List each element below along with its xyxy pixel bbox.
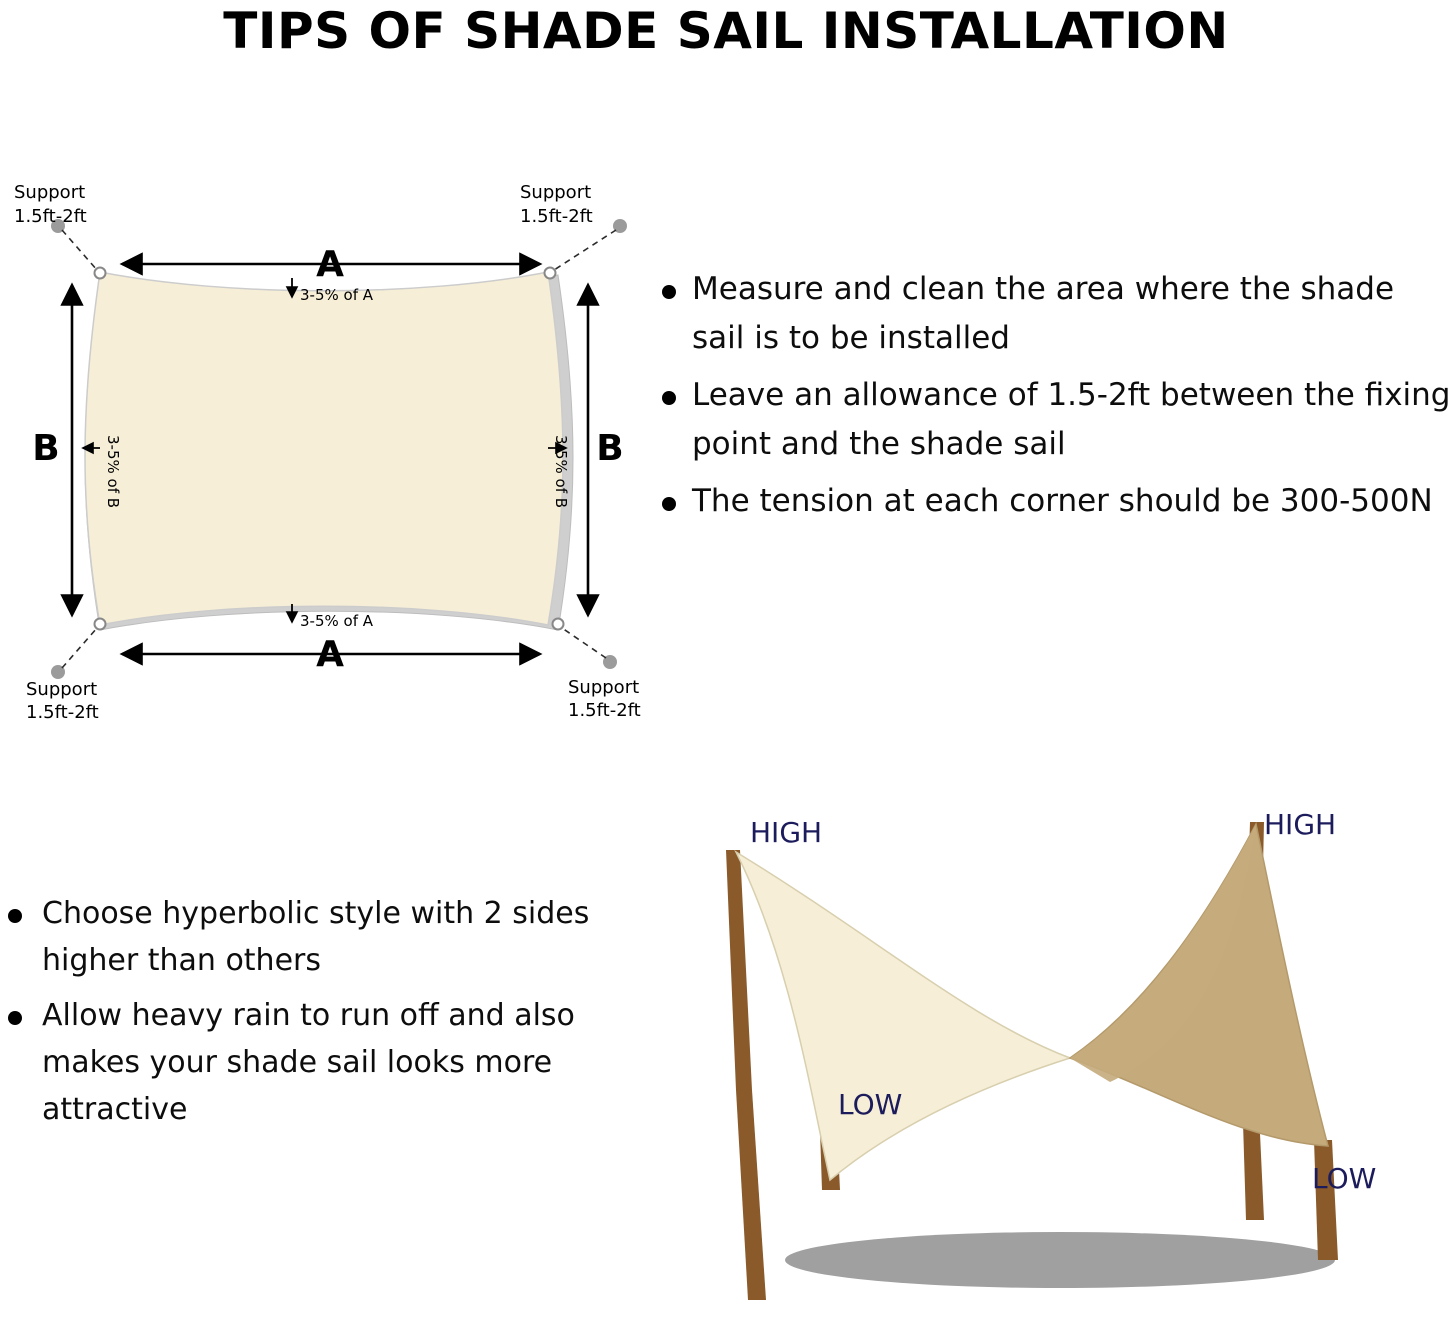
support-rope: [562, 628, 606, 658]
post-high-left: [726, 850, 752, 1090]
label-b-right: B: [596, 428, 624, 469]
support-label-top-left: Support: [14, 182, 86, 203]
label-low-right: LOW: [1312, 1162, 1377, 1195]
installation-tips-top: [648, 265, 1452, 534]
corner-ring: [545, 268, 556, 279]
corner-ring: [553, 619, 564, 630]
curve-label-right: 3-5% of B: [552, 435, 570, 509]
tip-item: Measure and clean the area where the shade sail is to be installed: [648, 265, 1452, 363]
support-label-top-right: Support: [520, 182, 592, 203]
support-rope: [62, 628, 97, 668]
sail-body: [85, 272, 563, 625]
support-label-bottom-left-value: 1.5ft-2ft: [26, 702, 99, 723]
label-a-top: A: [316, 244, 344, 285]
label-low-left: LOW: [838, 1088, 903, 1121]
label-a-bottom: A: [316, 634, 344, 675]
curve-label-left: 3-5% of B: [104, 435, 122, 509]
curve-label-bottom: 3-5% of A: [300, 612, 374, 630]
ground-shadow: [785, 1232, 1335, 1288]
support-label-top-left-value: 1.5ft-2ft: [14, 206, 87, 227]
label-high-left: HIGH: [750, 816, 823, 849]
corner-ring: [95, 619, 106, 630]
support-label-bottom-right-value: 1.5ft-2ft: [568, 700, 641, 721]
post-low-right: [1314, 1140, 1338, 1260]
hyperbolic-sail-diagram: [640, 790, 1452, 1325]
tip-item: Allow heavy rain to run off and also makes your shade sail looks more attractive: [0, 992, 620, 1133]
curve-label-top: 3-5% of A: [300, 286, 374, 304]
corner-ring: [95, 268, 106, 279]
label-high-right: HIGH: [1264, 808, 1337, 841]
support-rope: [554, 230, 616, 270]
tip-item: The tension at each corner should be 300-500N: [648, 477, 1452, 526]
shade-sail-dimension-diagram: [0, 160, 660, 740]
support-label-bottom-left: Support: [26, 679, 98, 700]
sail-panel-light: [736, 852, 1070, 1180]
post-high-left-lower: [736, 1090, 766, 1300]
label-b-left: B: [32, 428, 60, 469]
tip-item: Choose hyperbolic style with 2 sides higher than others: [0, 890, 620, 984]
support-label-bottom-right: Support: [568, 677, 640, 698]
tip-item: Leave an allowance of 1.5-2ft between the fixing point and the shade sail: [648, 371, 1452, 469]
page-title: TIPS OF SHADE SAIL INSTALLATION: [223, 2, 1229, 60]
installation-tips-bottom: [0, 890, 620, 1141]
support-label-top-right-value: 1.5ft-2ft: [520, 206, 593, 227]
support-rope: [62, 230, 97, 270]
